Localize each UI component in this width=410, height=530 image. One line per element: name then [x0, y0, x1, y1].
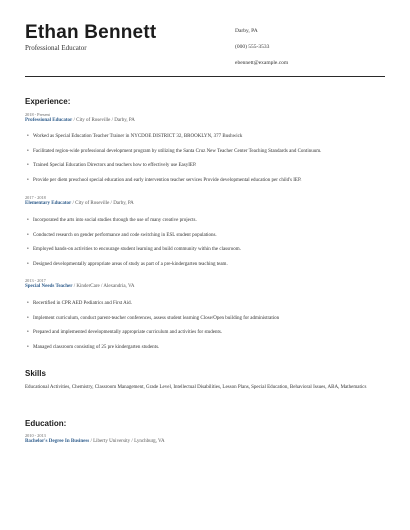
job-title: Special Needs Teacher — [25, 284, 73, 289]
bullet-icon: • — [27, 315, 29, 321]
job-title: Professional Educator — [25, 118, 73, 123]
bullet-icon: • — [27, 232, 29, 238]
experience-heading: Experience: — [25, 97, 71, 106]
skills-list: Educational Activities, Chemistry, Classroom Management, Grade Level, Intellectual Disabilities, Lesson Plans, Special Education, Behavioral Issues, ABA, Mathematics — [25, 385, 367, 390]
bullet-icon: • — [27, 247, 29, 253]
job-header — [25, 284, 135, 290]
list-item: • Employed hands-on activities to encourage student learning and build community within the classroom. — [27, 247, 241, 253]
list-item: • Worked as Special Education Teacher Trainer in NYCDOE DISTRICT 32, BROOKLYN, 377 Bushwick — [27, 134, 243, 139]
candidate-name: Ethan Bennett — [25, 22, 157, 43]
bullet-icon: • — [27, 330, 29, 336]
list-item: • Prepared and implemented developmentally appropriate curriculum and activities for students. — [27, 330, 223, 336]
job-bullets — [27, 218, 388, 276]
education-institution: / Liberty University / Lynchburg, VA — [89, 439, 165, 444]
candidate-title: Professional Educator — [25, 44, 87, 52]
education-header — [25, 439, 165, 445]
education-dates: 2010 - 2013 — [25, 433, 46, 438]
job-employer: / City of Roseville / Darby, PA — [71, 201, 134, 206]
contact-block — [235, 28, 395, 76]
list-item: • Designed developmentally appropriate areas of study as part of a pre-kindergarten teaching team. — [27, 261, 228, 267]
job-header — [25, 201, 134, 207]
job-header — [25, 118, 135, 124]
list-item: • Trained Special Education Directors and teachers how to effectively use EasyIEP. — [27, 163, 197, 169]
education-heading: Education: — [25, 419, 67, 428]
degree-title: Bachelor's Degree In Business — [25, 439, 90, 444]
bullet-icon: • — [27, 301, 29, 306]
bullet-icon: • — [27, 177, 29, 183]
contact-email: ebennett@example.com — [235, 60, 289, 66]
job-dates: 2018 - Present — [25, 112, 50, 117]
list-item: • Conducted research on gender performance and code switching in ESL student populations. — [27, 232, 217, 238]
bullet-icon: • — [27, 148, 29, 154]
job-employer: / KinderCare / Alexandria, VA — [72, 284, 135, 289]
list-item: • Managed classroom consisting of 25 pre kindergarten students. — [27, 344, 160, 350]
bullet-icon: • — [27, 218, 29, 223]
job-title: Elementary Educator — [25, 201, 72, 206]
job-dates: 2013 - 2017 — [25, 278, 46, 283]
job-bullets — [27, 301, 388, 359]
list-item: • Facilitated region-wide professional development program by utilizing the Santa Cruz New Teacher Center Teaching Standards and Continuum. — [27, 148, 322, 154]
job-employer: / City of Roseville / Darby, PA — [72, 118, 135, 123]
bullet-icon: • — [27, 261, 29, 267]
list-item: • Recertified in CPR AED Pediatrics and First Aid. — [27, 301, 132, 306]
bullet-icon: • — [27, 134, 29, 139]
job-bullets — [27, 134, 388, 192]
contact-phone: (000) 555-3533 — [235, 44, 270, 50]
list-item: • Implement curriculum, conduct parent-teacher conferences, assess student learning Close/Open building for administration — [27, 315, 280, 321]
contact-location: Darby, PA — [235, 28, 258, 34]
bullet-icon: • — [27, 163, 29, 169]
bullet-icon: • — [27, 344, 29, 350]
skills-heading: Skills — [25, 369, 46, 378]
list-item: • Provide per diem preschool special education and early intervention teacher services Provide developmental education per child's IEP. — [27, 177, 302, 183]
list-item: • Incorporated the arts into social studies through the use of many creative projects. — [27, 218, 197, 223]
job-dates: 2017 - 2018 — [25, 195, 46, 200]
header-divider — [25, 76, 385, 77]
